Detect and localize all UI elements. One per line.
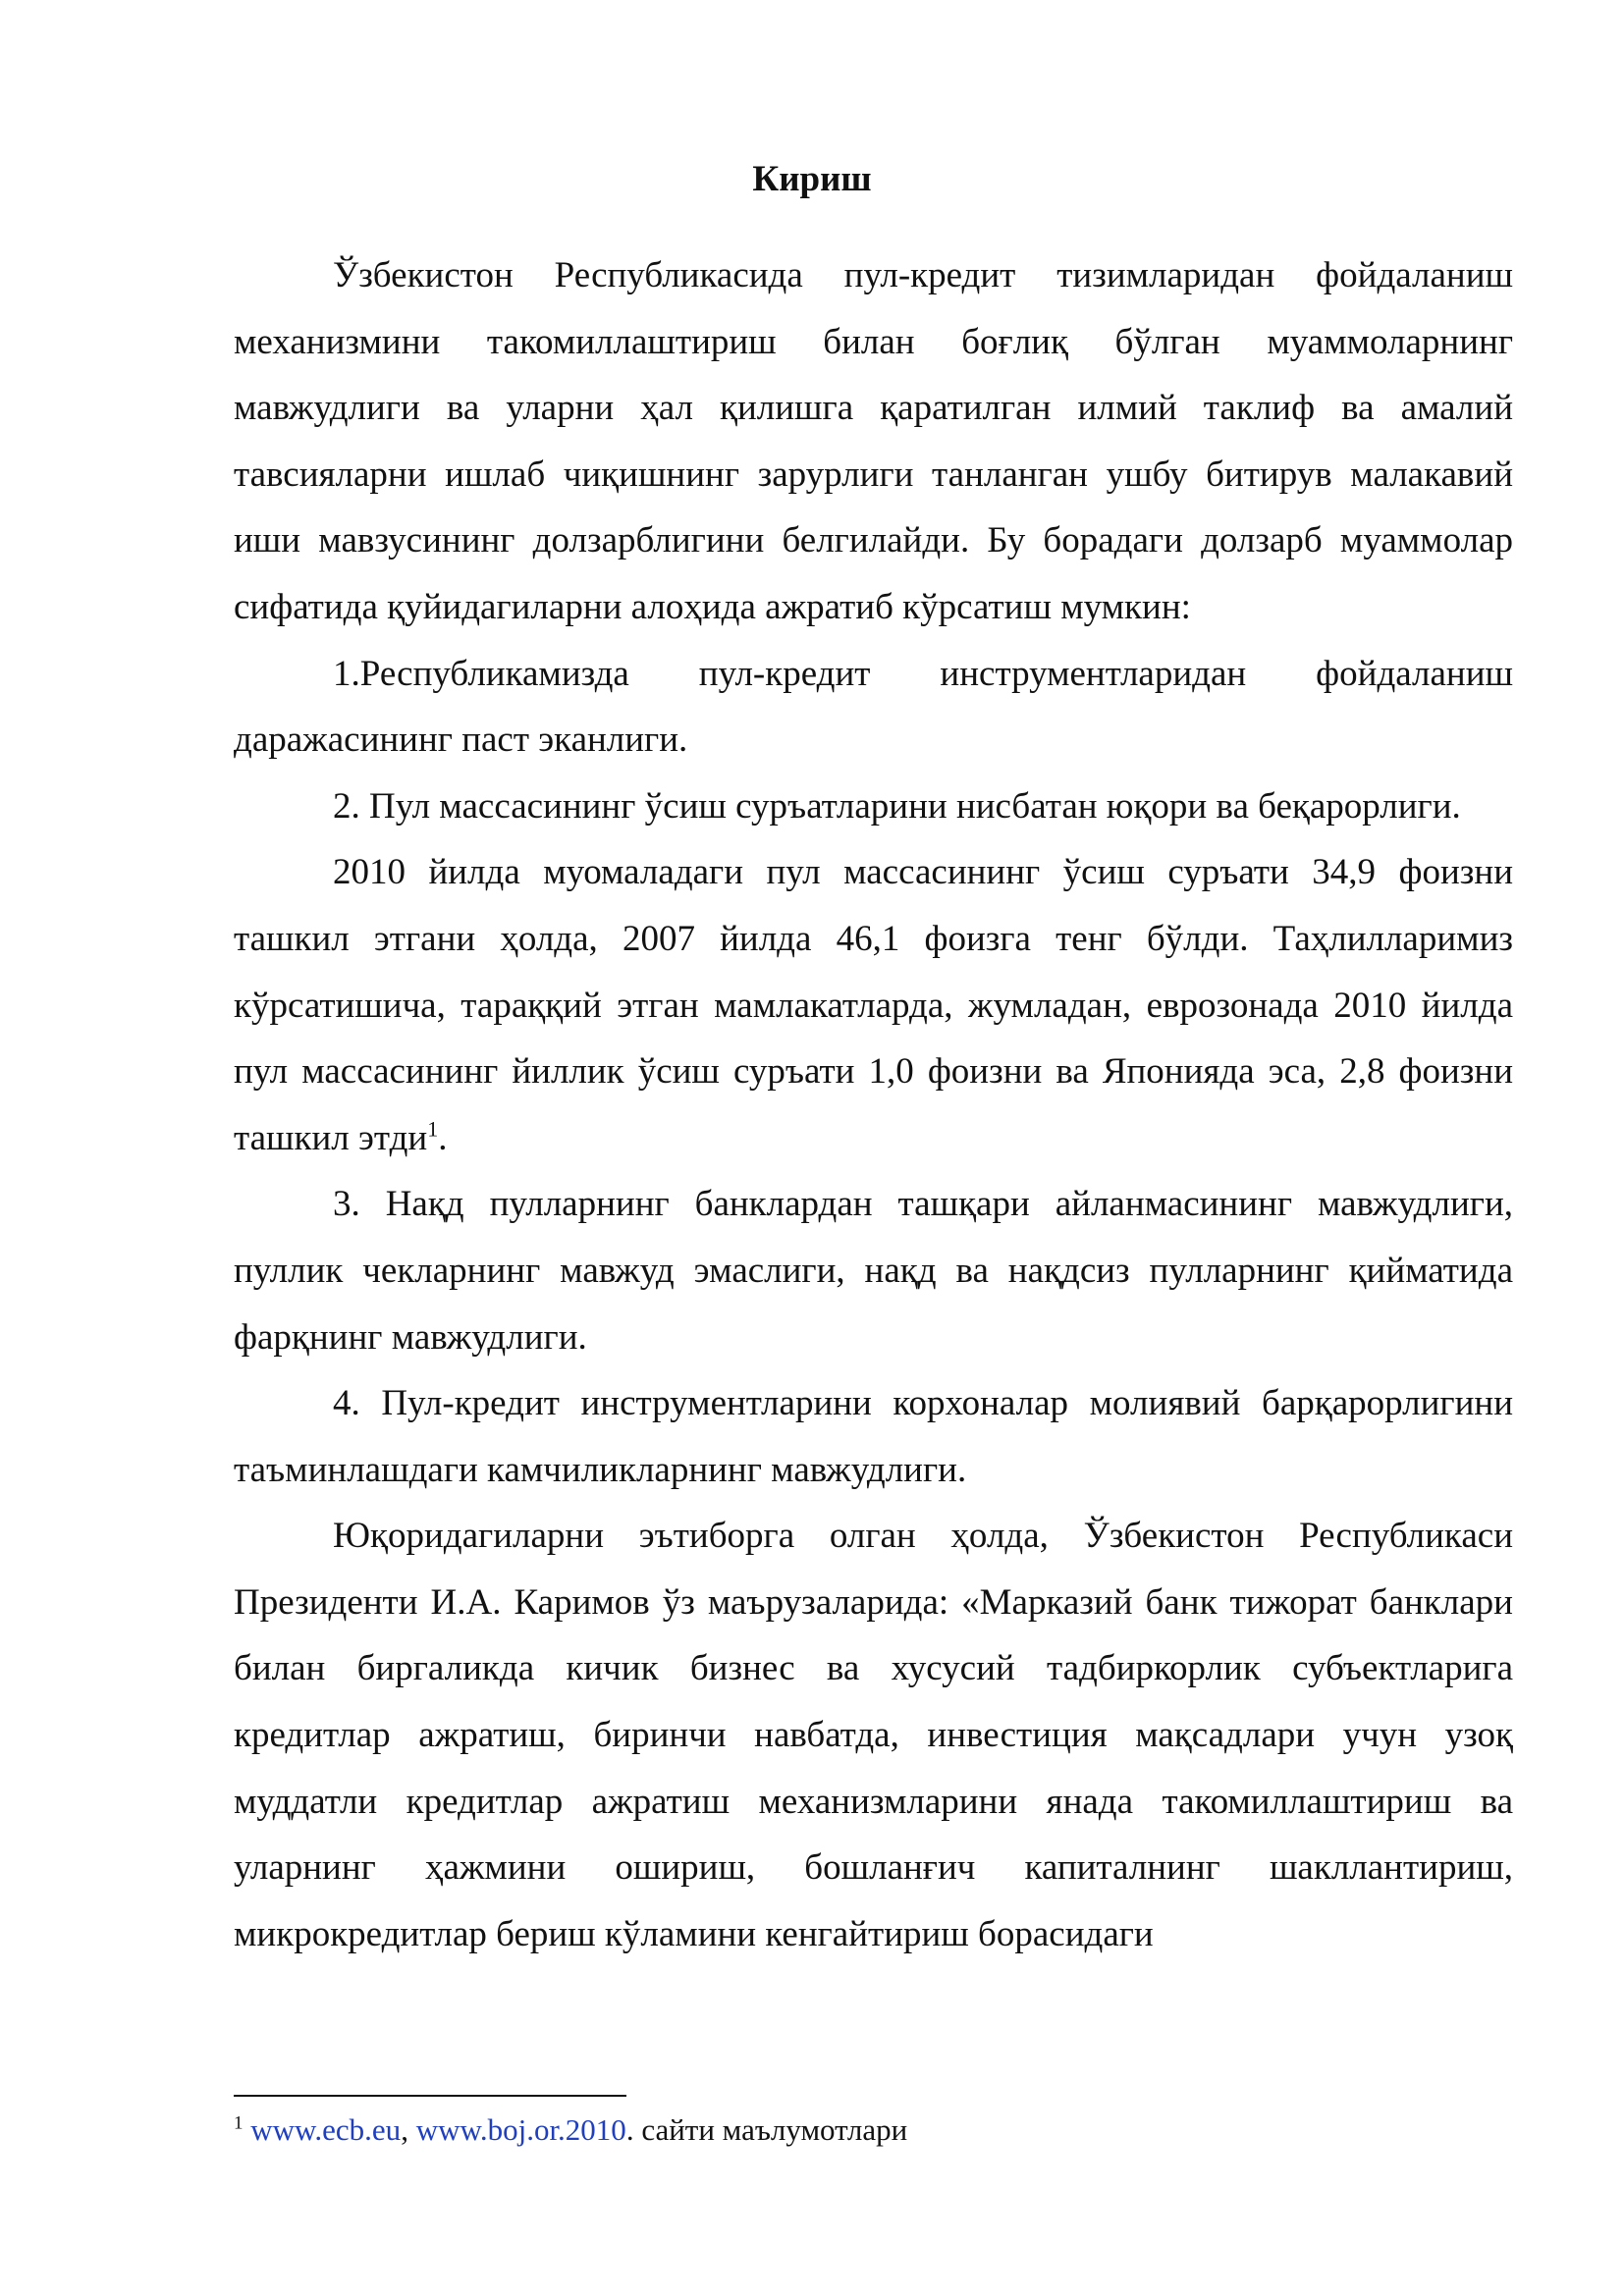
- list-item-4: 4. Пул-кредит инструментларини корхоналар молиявий барқарорлигини таъминлашдаги камчиликларнинг мавжудлиги.: [234, 1383, 1513, 1490]
- statistics-paragraph: [234, 839, 1513, 1171]
- list-item-3: 3. Нақд пулларнинг банклардан ташқари айланмасининг мавжудлиги, пуллик чекларнинг мавжуд эмаслиги, нақд ва нақдсиз пулларнинг қийматида фарқнинг мавжудлиги.: [234, 1184, 1513, 1358]
- list-item-2: 2. Пул массасининг ўсиш суръатларини нисбатан юқори ва беқарорлиги.: [333, 785, 1461, 827]
- footnote-text: . сайти маълумотлари: [625, 2112, 908, 2147]
- statistics-end: .: [438, 1117, 448, 1158]
- footnote-separator: ,: [401, 2112, 416, 2147]
- intro-paragraph: Ўзбекистон Республикасида пул-кредит тизимларидан фойдаланиш механизмини такомиллаштириш билан боғлиқ бўлган муаммоларнинг мавжудлиги ва уларни ҳал қилишга қаратилган илмий таклиф ва амалий тавсияларни ишлаб чиқишнинг зарурлиги танланган ушбу битирув малакавий иши мавзусининг долзарблигини белгилайди. Бу борадаги долзарб муаммолар сифатида қуйидагиларни алоҳида ажратиб кўрсатиш мумкин:: [234, 255, 1513, 627]
- footnote-link-boj[interactable]: www.boj.or.2010: [415, 2112, 626, 2147]
- footnote: [234, 2110, 1412, 2150]
- footnote-marker: 1: [234, 2112, 244, 2134]
- statistics-text: 2010 йилда муомаладаги пул массасининг ўсиш суръати 34,9 фоизни ташкил этгани ҳолда, 2007 йилда 46,1 фоизга тенг бўлди. Таҳлилларимиз кўрсатишича, тараққий этган мамлакатларда, жумладан, еврозонада 2010 йилда пул массасининг йиллик ўсиш суръати 1,0 фоизни ва Японияда эса, 2,8 фоизни ташкил этди: [234, 852, 1513, 1158]
- footnote-divider: [234, 2095, 626, 2097]
- document-body: [234, 242, 1513, 1967]
- quote-paragraph: Юқоридагиларни эътиборга олган ҳолда, Ўзбекистон Республикаси Президенти И.А. Каримов ўз маърузаларида: «Марказий банк тижорат банклари билан биргаликда кичик бизнес ва хусусий тадбиркорлик субъектларига кредитлар ажратиш, биринчи навбатда, инвестиция мақсадлари учун узоқ муддатли кредитлар ажратиш механизмларини янада такомиллаштириш ва уларнинг ҳажмини ошириш, бошланғич капиталнинг шакллантириш, микрокредитлар бериш кўламини кенгайтириш борасидаги: [234, 1516, 1513, 1954]
- footnote-reference[interactable]: 1: [427, 1116, 439, 1142]
- list-item-1: 1.Республикамизда пул-кредит инструментларидан фойдаланиш даражасининг паст эканлиги.: [234, 653, 1513, 761]
- footnote-link-ecb[interactable]: www.ecb.eu: [250, 2112, 402, 2147]
- page-title: Кириш: [752, 159, 872, 199]
